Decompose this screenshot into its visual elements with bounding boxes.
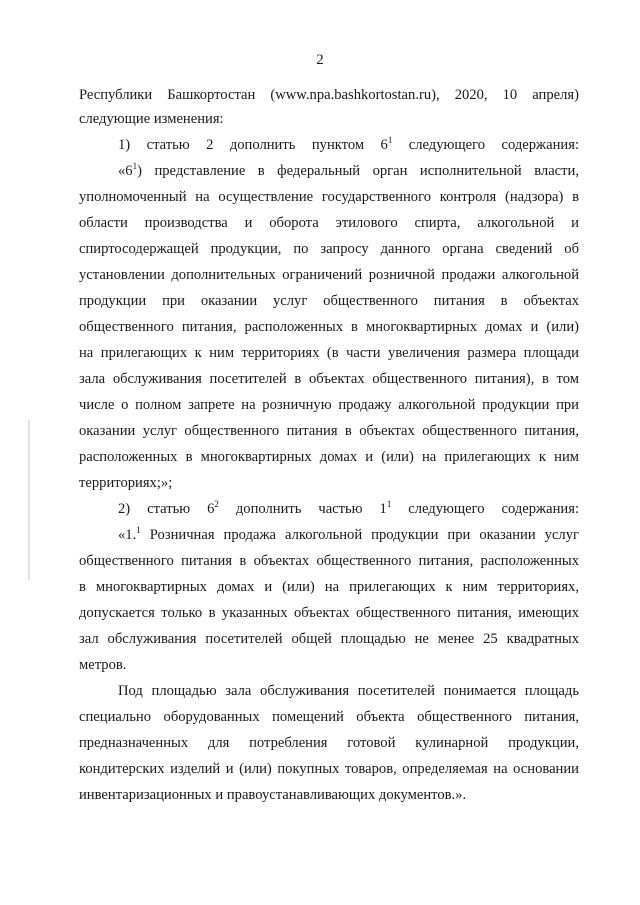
text-line <box>79 344 579 362</box>
text-segment: зал обслуживания посетителей общей площадью не менее 25 квадратных <box>79 631 579 647</box>
text-segment: «6 <box>118 163 133 179</box>
text-segment: числе о полном запрете на розничную продажу алкогольной продукции при <box>79 397 579 413</box>
text-segment: следующего содержания: <box>391 501 580 517</box>
text-segment: продукции при оказании услуг общественного питания в объектах <box>79 293 579 309</box>
text-line <box>118 682 579 700</box>
text-segment: кондитерских изделий и (или) покупных товаров, определяемая на основании <box>79 761 579 777</box>
text-segment: метров. <box>79 657 127 673</box>
superscript: 2 <box>214 499 219 509</box>
text-line <box>118 162 579 180</box>
text-segment: общественного питания в объектах общественного питания, расположенных <box>79 553 579 569</box>
text-line <box>79 578 579 596</box>
text-line <box>79 292 579 310</box>
text-line <box>118 500 579 518</box>
text-line <box>79 786 466 804</box>
text-segment: территориях;»; <box>79 475 173 491</box>
text-segment: Розничная продажа алкогольной продукции при оказании услуг <box>140 527 579 543</box>
text-segment: предназначенных для потребления готовой кулинарной продукции, <box>79 735 579 751</box>
text-line <box>79 188 579 206</box>
text-segment: в многоквартирных домах и (или) на прилегающих к ним территориях, <box>79 579 579 595</box>
text-line <box>79 448 579 466</box>
text-segment: дополнить частью 1 <box>218 501 387 517</box>
text-line <box>79 474 172 492</box>
text-segment: следующие изменения: <box>79 111 224 127</box>
text-segment: общественного питания, расположенных в многоквартирных домах и (или) <box>79 319 579 335</box>
text-line <box>79 630 579 648</box>
text-segment: установлении дополнительных ограничений розничной продажи алкогольной <box>79 267 579 283</box>
text-segment: специально оборудованных помещений объекта общественного питания, <box>79 709 579 725</box>
text-line <box>79 604 579 622</box>
page-number: 2 <box>316 52 324 68</box>
text-segment: области производства и оборота этилового спирта, алкогольной и <box>79 215 579 231</box>
text-segment: спиртосодержащей продукции, по запросу данного органа сведений об <box>79 241 579 257</box>
text-line <box>79 370 579 388</box>
text-segment: инвентаризационных и правоустанавливающих документов.». <box>79 787 467 803</box>
text-segment: 1) статью 2 дополнить пунктом 6 <box>118 137 388 153</box>
text-line <box>79 318 579 336</box>
text-line <box>79 734 579 752</box>
text-segment: расположенных в многоквартирных домах и (или) на прилегающих к ним <box>79 449 579 465</box>
text-line <box>79 266 579 284</box>
text-line <box>118 526 579 544</box>
text-segment: на прилегающих к ним территориях (в части увеличения размера площади <box>79 345 579 361</box>
text-line <box>118 136 579 154</box>
scan-margin-line <box>28 420 30 580</box>
text-segment: Республики Башкортостан (www.npa.bashkortostan.ru), 2020, 10 апреля) <box>79 87 579 103</box>
text-line <box>79 110 224 128</box>
text-segment: следующего содержания: <box>392 137 580 153</box>
text-segment: 2) статью 6 <box>118 501 215 517</box>
text-line <box>79 760 579 778</box>
text-line <box>79 396 579 414</box>
text-line <box>79 214 579 232</box>
text-segment: зала обслуживания посетителей в объектах общественного питания), в том <box>79 371 579 387</box>
text-line <box>79 552 579 570</box>
text-segment: допускается только в указанных объектах общественного питания, имеющих <box>79 605 579 621</box>
text-segment: уполномоченный на осуществление государственного контроля (надзора) в <box>79 189 579 205</box>
superscript: 1 <box>387 135 393 145</box>
text-segment: ) представление в федеральный орган исполнительной власти, <box>137 163 579 179</box>
superscript: 1 <box>132 161 138 171</box>
text-segment: Под площадью зала обслуживания посетителей понимается площадь <box>118 683 579 699</box>
text-line <box>79 708 579 726</box>
text-line <box>79 86 579 104</box>
superscript: 1 <box>386 499 392 509</box>
superscript: 1 <box>136 525 141 535</box>
text-line <box>79 656 126 674</box>
text-segment: оказании услуг общественного питания в объектах общественного питания, <box>79 423 579 439</box>
text-line <box>79 240 579 258</box>
text-segment: «1. <box>118 527 137 543</box>
text-line <box>79 422 579 440</box>
